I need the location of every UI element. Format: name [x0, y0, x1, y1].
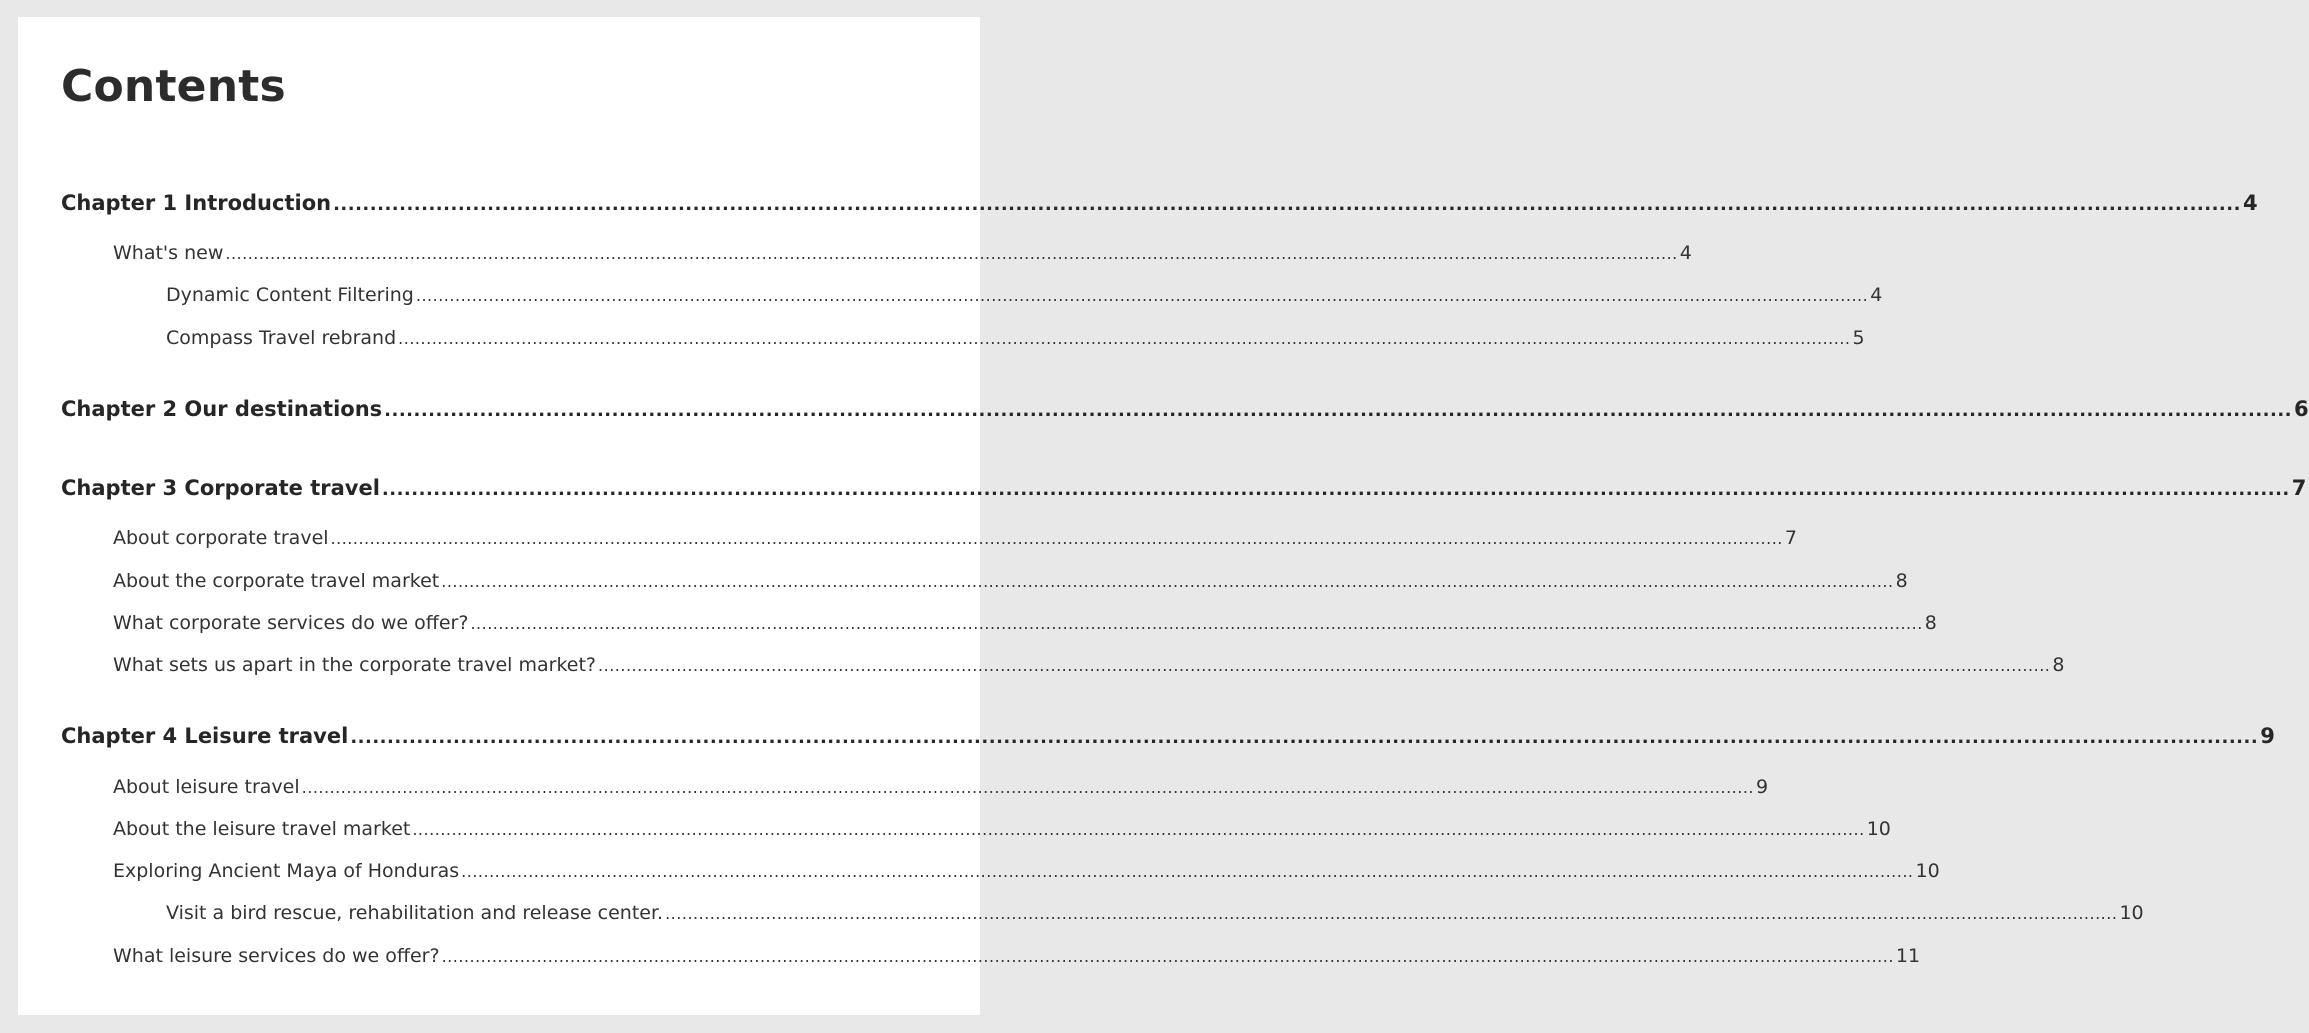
toc-entry-label: Compass Travel rebrand: [166, 327, 397, 349]
toc-leader-dots: ....................................................................................................................................................................................................................................................................: [330, 529, 1783, 548]
toc-entry-label: About the corporate travel market: [113, 570, 440, 592]
toc-entry-label: Chapter 4 Leisure travel: [61, 724, 349, 748]
toc-entry-leisure-travel-market[interactable]: [113, 818, 1891, 840]
toc-entry-whats-new[interactable]: [113, 242, 1692, 264]
toc-entry-label: About leisure travel: [113, 776, 300, 798]
toc-leader-dots: ....................................................................................................................................................................................................................................................................: [301, 778, 1754, 797]
toc-entry-chapter-2[interactable]: [61, 397, 2309, 421]
toc-entry-label: About corporate travel: [113, 527, 329, 549]
toc-entry-chapter-1[interactable]: [61, 191, 2258, 215]
toc-entry-ancient-maya-honduras[interactable]: [113, 860, 1940, 882]
toc-entry-corporate-differentiators[interactable]: [113, 654, 2065, 676]
toc-entry-page: 5: [1852, 327, 1865, 349]
toc-entry-label: What leisure services do we offer?: [113, 945, 440, 967]
toc-entry-bird-rescue-center[interactable]: [166, 902, 2144, 924]
toc-entry-page: 4: [2242, 191, 2258, 215]
toc-entry-chapter-3[interactable]: [61, 476, 2307, 500]
toc-entry-page: 10: [1866, 818, 1891, 840]
toc-entry-label: About the leisure travel market: [113, 818, 411, 840]
toc-entry-page: 7: [1784, 527, 1797, 549]
page-title: Contents: [61, 61, 286, 112]
toc-entry-page: 4: [1870, 284, 1883, 306]
toc-entry-label: Chapter 1 Introduction: [61, 191, 332, 215]
toc-leader-dots: ....................................................................................................................................................................................................................................................................: [398, 329, 1851, 348]
toc-leader-dots: ....................................................................................................................................................................................................................................................................: [441, 947, 1894, 966]
document-page: [18, 17, 2309, 1015]
toc-entry-page: 9: [2260, 724, 2275, 748]
toc-leader-dots: ....................................................................................................................................................................................................................................................................: [412, 820, 1865, 839]
toc-leader-dots: ....................................................................................................................................................................................................................................................................: [415, 286, 1869, 305]
toc-leader-dots: ....................................................................................................................................................................................................................................................................: [384, 400, 2293, 421]
toc-entry-label: Chapter 2 Our destinations: [61, 397, 383, 421]
toc-entry-about-leisure-travel[interactable]: [113, 776, 1769, 798]
toc-entry-label: What sets us apart in the corporate travel market?: [113, 654, 597, 676]
toc-entry-label: Dynamic Content Filtering: [166, 284, 414, 306]
toc-entry-leisure-services[interactable]: [113, 945, 1921, 967]
toc-entry-chapter-4[interactable]: [61, 724, 2275, 748]
toc-entry-page: 10: [1915, 860, 1940, 882]
toc-entry-compass-travel-rebrand[interactable]: [166, 327, 1865, 349]
toc-leader-dots: ....................................................................................................................................................................................................................................................................: [225, 244, 1678, 263]
toc-leader-dots: ....................................................................................................................................................................................................................................................................: [598, 656, 2051, 675]
toc-entry-page: 11: [1895, 945, 1921, 967]
toc-leader-dots: ....................................................................................................................................................................................................................................................................: [441, 572, 1894, 591]
toc-leader-dots: ....................................................................................................................................................................................................................................................................: [333, 194, 2241, 215]
toc-leader-dots: ....................................................................................................................................................................................................................................................................: [461, 862, 1914, 881]
toc-entry-corporate-services[interactable]: [113, 612, 1937, 634]
toc-leader-dots: ....................................................................................................................................................................................................................................................................: [470, 614, 1923, 633]
toc-leader-dots: ....................................................................................................................................................................................................................................................................: [381, 479, 2290, 500]
toc-entry-label: What corporate services do we offer?: [113, 612, 469, 634]
toc-entry-label: Chapter 3 Corporate travel: [61, 476, 380, 500]
toc-entry-label: Visit a bird rescue, rehabilitation and release center.: [166, 902, 664, 924]
toc-leader-dots: ....................................................................................................................................................................................................................................................................: [350, 727, 2259, 748]
toc-entry-corporate-travel-market[interactable]: [113, 570, 1908, 592]
toc-entry-about-corporate-travel[interactable]: [113, 527, 1797, 549]
toc-entry-page: 7: [2291, 476, 2307, 500]
toc-entry-page: 9: [1756, 776, 1769, 798]
toc-entry-page: 4: [1679, 242, 1692, 264]
toc-entry-page: 8: [2052, 654, 2065, 676]
toc-entry-label: Exploring Ancient Maya of Honduras: [113, 860, 460, 882]
toc-entry-dynamic-content-filtering[interactable]: [166, 284, 1883, 306]
toc-entry-page: 10: [2119, 902, 2144, 924]
toc-entry-label: What's new: [113, 242, 224, 264]
toc-entry-page: 6: [2294, 397, 2309, 421]
toc-entry-page: 8: [1895, 570, 1908, 592]
toc-entry-page: 8: [1924, 612, 1937, 634]
toc-leader-dots: ....................................................................................................................................................................................................................................................................: [665, 904, 2118, 923]
